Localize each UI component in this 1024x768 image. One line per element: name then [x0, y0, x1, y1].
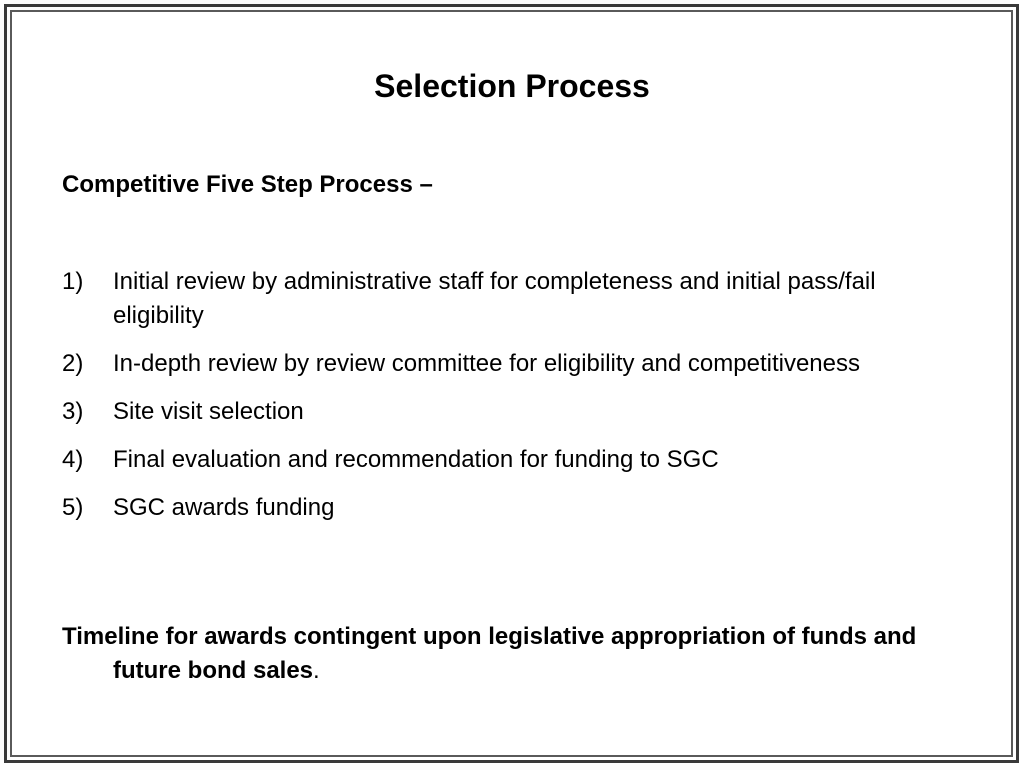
step-number: 3): [62, 398, 84, 425]
step-number: 2): [62, 350, 84, 377]
timeline-note-text: Timeline for awards contingent upon legislative appropriation of funds and future bond sales: [62, 623, 917, 684]
step-text: Final evaluation and recommendation for funding to SGC: [113, 446, 719, 473]
step-list: [62, 265, 942, 539]
list-item: [62, 347, 942, 381]
list-item: [62, 395, 942, 429]
timeline-note: [62, 620, 952, 688]
list-item: [62, 443, 942, 477]
slide-title: Selection Process: [374, 68, 650, 104]
step-text: Initial review by administrative staff for completeness and initial pass/fail eligibility: [113, 268, 876, 329]
step-text: In-depth review by review committee for eligibility and competitiveness: [113, 350, 860, 377]
timeline-note-period: .: [313, 657, 320, 684]
step-number: 4): [62, 446, 84, 473]
step-text: SGC awards funding: [113, 494, 335, 521]
step-number: 1): [62, 268, 84, 295]
list-item: [62, 491, 942, 525]
list-item: [62, 265, 942, 333]
step-number: 5): [62, 494, 84, 521]
step-text: Site visit selection: [113, 398, 304, 425]
slide-subtitle: Competitive Five Step Process –: [62, 171, 433, 198]
